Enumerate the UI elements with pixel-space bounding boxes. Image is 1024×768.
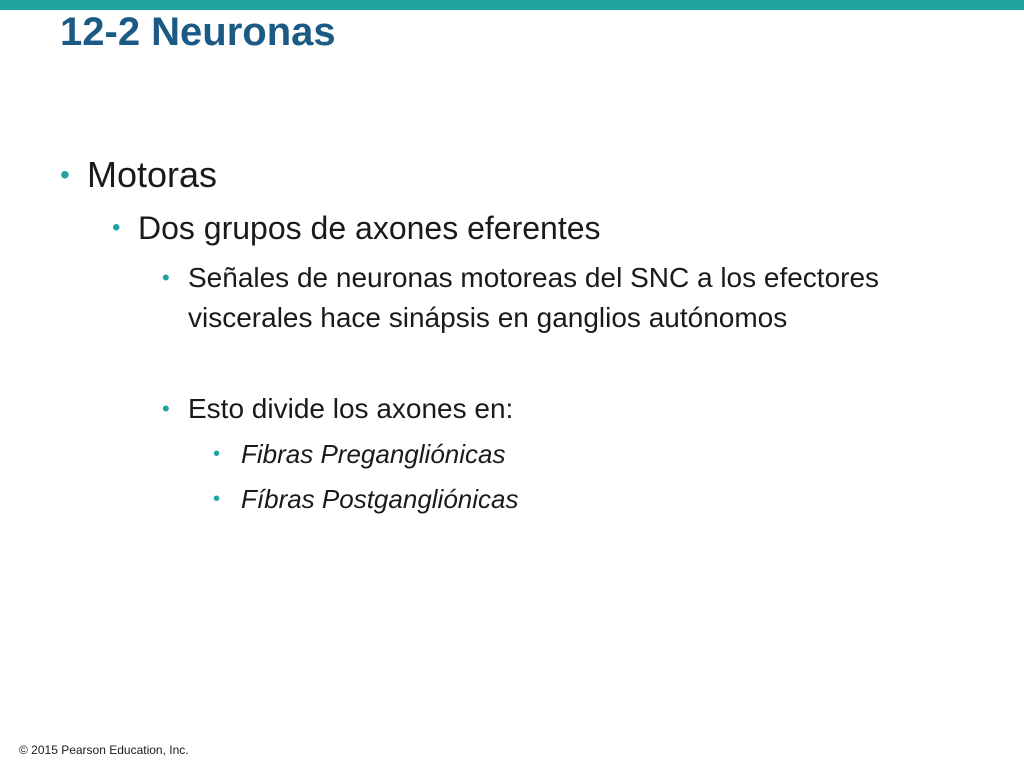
bullet-level3-senales — [162, 258, 922, 338]
bullet-level4-fibras-post — [213, 482, 518, 516]
bullet-text-motoras: Motoras — [87, 154, 218, 195]
bullet-level4-fibras-pre — [213, 437, 505, 471]
bullet-text-esto-divide: Esto divide los axones en: — [188, 393, 514, 424]
bullet-icon: • — [162, 396, 170, 421]
copyright-footer: © 2015 Pearson Education, Inc. — [19, 743, 189, 757]
bullet-text-senales: Señales de neuronas motoreas del SNC a los efectores viscerales hace sinápsis en ganglios autónomos — [188, 262, 880, 333]
slide-title: 12-2 Neuronas — [60, 10, 336, 54]
bullet-text-fibras-post: Fíbras Postgangliónicas — [241, 484, 519, 514]
bullet-icon: • — [60, 159, 70, 190]
bullet-level1-motoras — [60, 153, 217, 197]
bullet-icon: • — [162, 265, 170, 290]
bullet-level3-esto-divide — [162, 389, 513, 429]
bullet-icon: • — [213, 443, 221, 465]
bullet-text-fibras-pre: Fibras Pregangliónicas — [241, 439, 506, 469]
bullet-icon: • — [213, 488, 221, 510]
bullet-text-dos-grupos: Dos grupos de axones eferentes — [138, 210, 601, 246]
bullet-level2-dos-grupos — [112, 208, 601, 248]
bullet-icon: • — [112, 214, 121, 241]
